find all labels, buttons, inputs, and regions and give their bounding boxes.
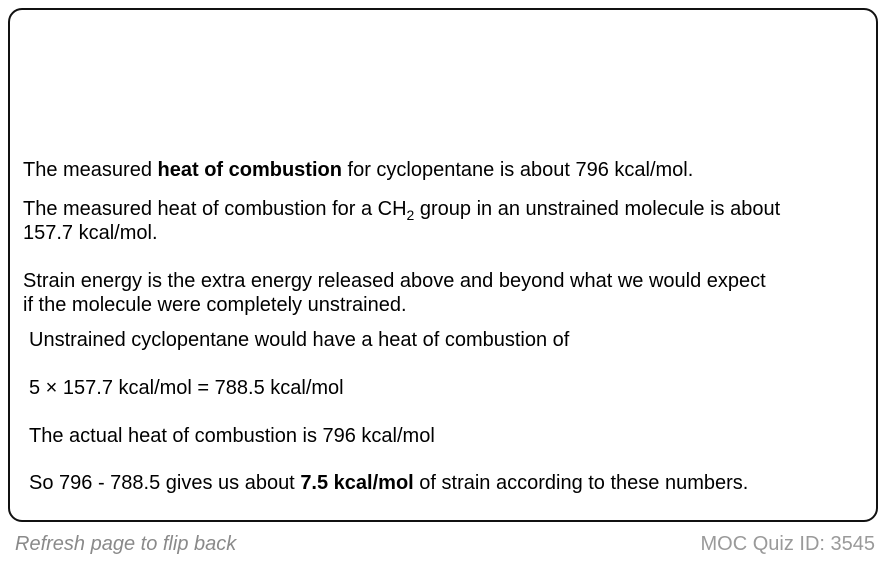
strain-value: 7.5 kcal/mol — [300, 472, 414, 494]
ch2-heat-text-cont: 157.7 kcal/mol. — [23, 222, 158, 244]
actual-heat-text: The actual heat of combustion is 796 kcal/mol — [29, 425, 435, 447]
refresh-flip-back-link[interactable]: Refresh page to flip back — [15, 533, 237, 555]
heat-of-combustion-term: heat of combustion — [157, 159, 342, 181]
heat-of-combustion-text: The measured heat of combustion for cyclopentane is about 796 kcal/mol. — [23, 159, 694, 181]
unstrained-heat-text: Unstrained cyclopentane would have a heat of combustion of — [29, 329, 570, 351]
calculation-text: 5 × 157.7 kcal/mol = 788.5 kcal/mol — [29, 377, 344, 399]
strain-energy-definition-cont: if the molecule were completely unstrained. — [23, 294, 407, 316]
ch2-heat-text: The measured heat of combustion for a $CH_2$ group in an unstrained molecule is about — [23, 198, 781, 223]
quiz-id-label: MOC Quiz ID: 3545 — [700, 533, 875, 555]
strain-result-text: So 796 - 788.5 gives us about 7.5 kcal/mol of strain according to these numbers. — [29, 472, 749, 494]
strain-energy-definition: Strain energy is the extra energy released above and beyond what we would expect — [23, 270, 766, 292]
